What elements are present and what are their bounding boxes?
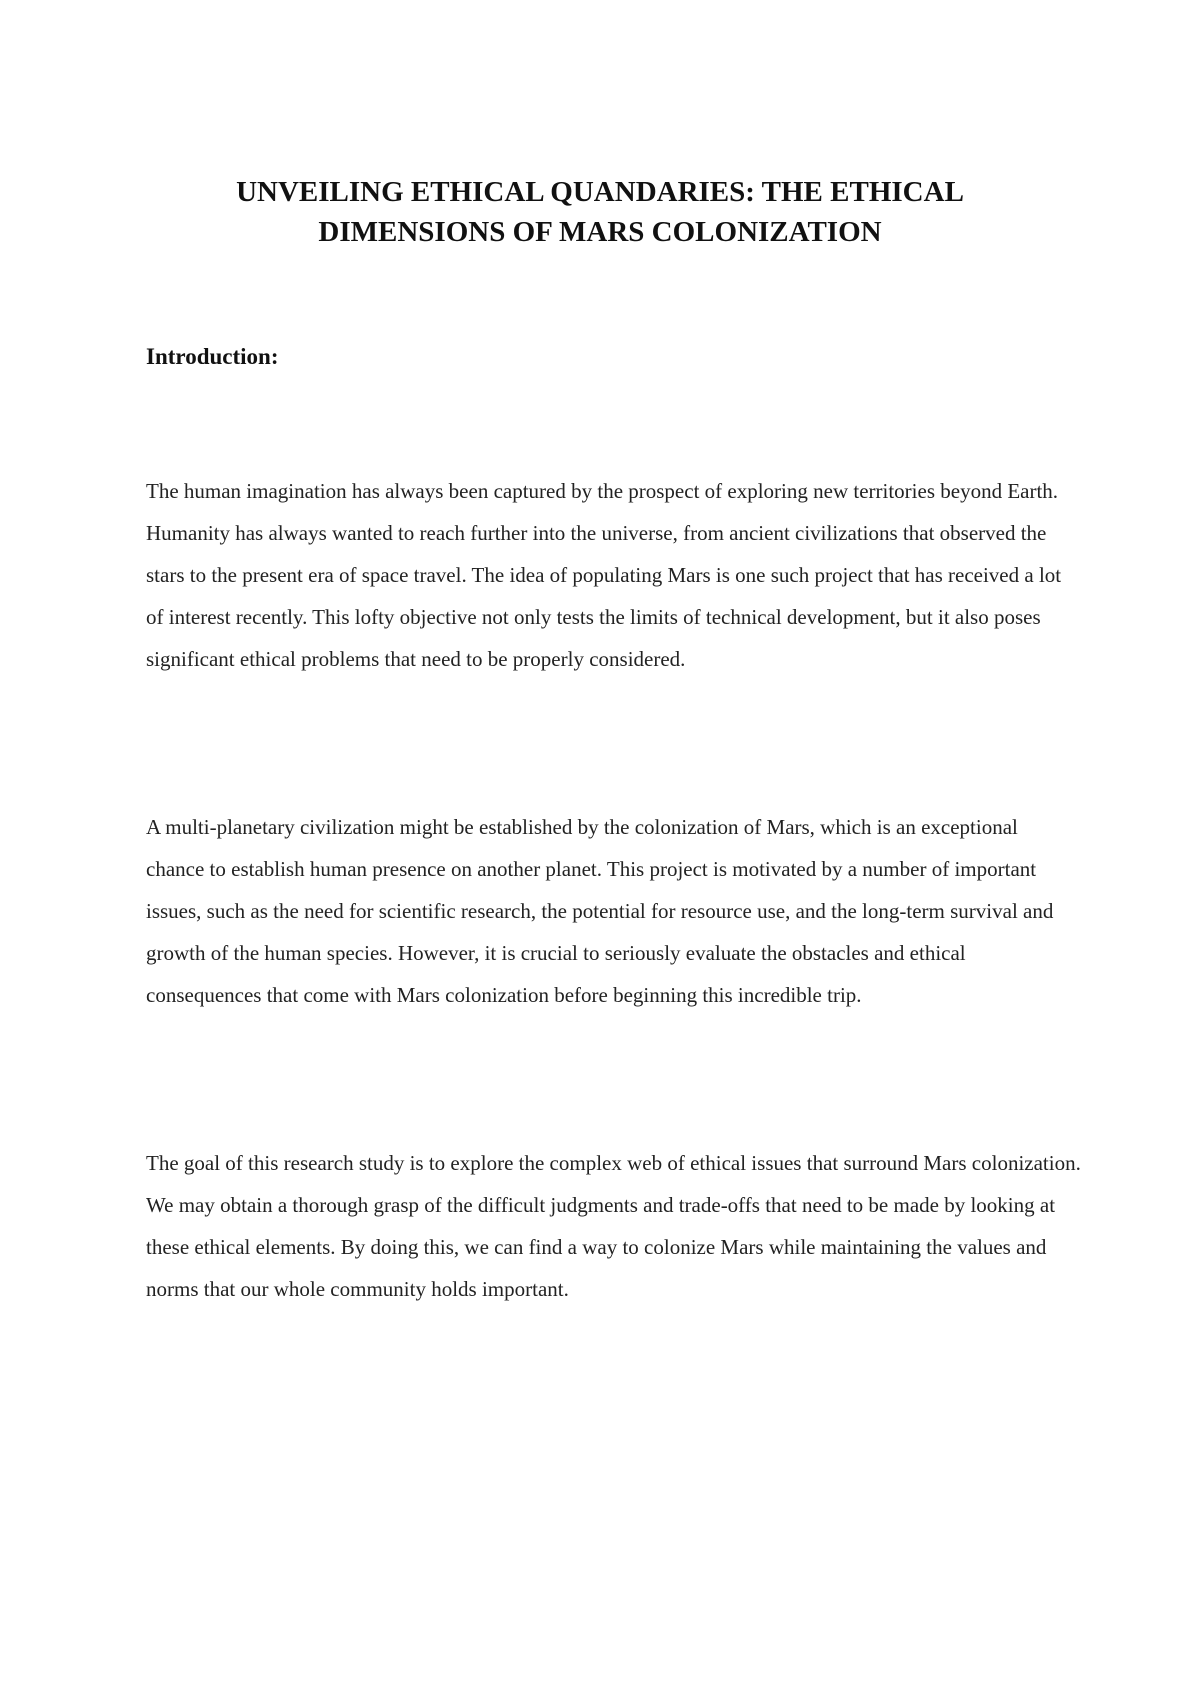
document-title — [150, 172, 1050, 252]
title-line-1: UNVEILING ETHICAL QUANDARIES: THE ETHICAL — [236, 176, 964, 208]
paragraph-3: The goal of this research study is to explore the complex web of ethical issues that surround Mars colonization. We may obtain a thorough grasp of the difficult judgments and trade-offs that need to be made by looking at these ethical elements. By doing this, we can find a way to colonize Mars while maintaining the values and norms that our whole community holds important. — [146, 1151, 1081, 1301]
paragraph-1: The human imagination has always been captured by the prospect of exploring new territories beyond Earth. Humanity has always wanted to reach further into the universe, from ancient civilizations that observed the stars to the present era of space travel. The idea of populating Mars is one such project that has received a lot of interest recently. This lofty objective not only tests the limits of technical development, but it also poses significant ethical problems that need to be properly considered. — [146, 479, 1062, 671]
title-line-2: DIMENSIONS OF MARS COLONIZATION — [318, 216, 882, 248]
section-heading-introduction: Introduction: — [146, 344, 279, 369]
paragraph-2: A multi-planetary civilization might be established by the colonization of Mars, which is an exceptional chance to establish human presence on another planet. This project is motivated by a number of important issues, such as the need for scientific research, the potential for resource use, and the long-term survival and growth of the human species. However, it is crucial to seriously evaluate the obstacles and ethical consequences that come with Mars colonization before beginning this incredible trip. — [146, 815, 1054, 1007]
